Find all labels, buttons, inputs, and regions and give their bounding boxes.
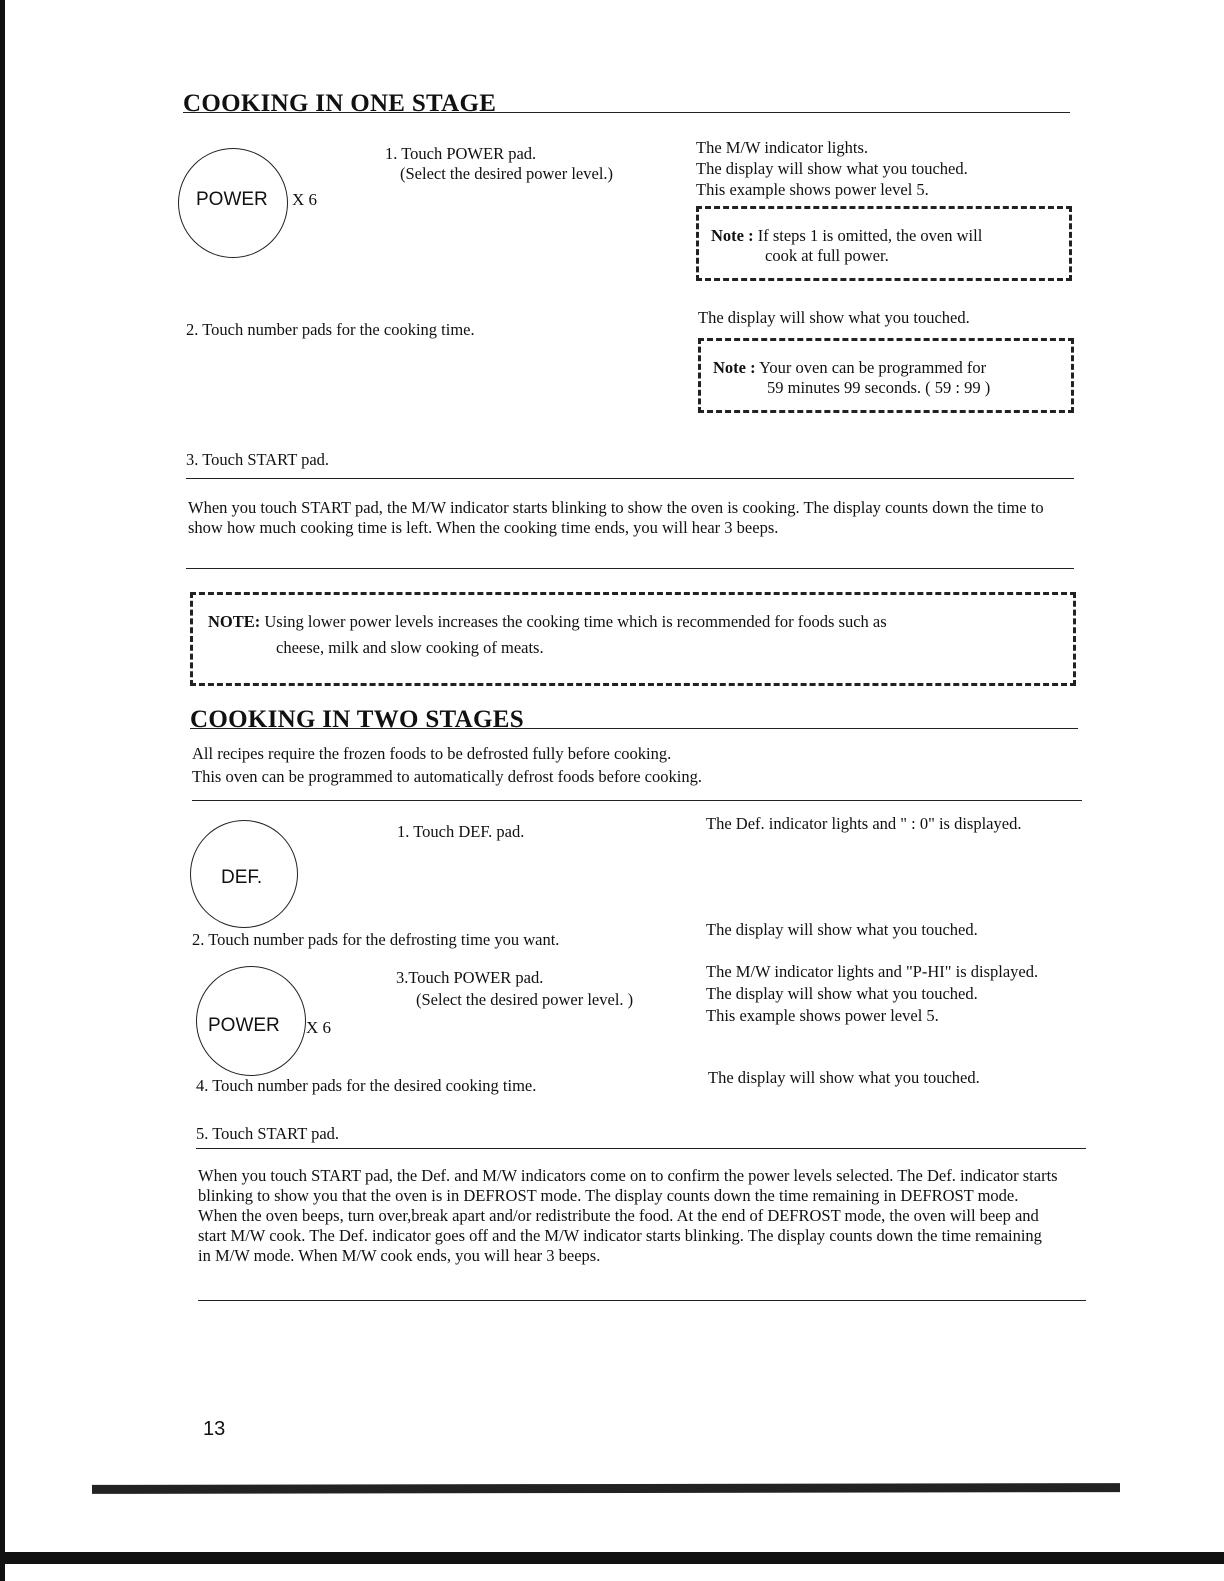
s1-step2-result: The display will show what you touched. (698, 308, 970, 327)
s2-step3-line2: (Select the desired power level. ) (416, 990, 634, 1009)
note1-line1: If steps 1 is omitted, the oven will (757, 226, 983, 245)
s1-rule-a (186, 478, 1074, 479)
note3-line1: Using lower power levels increases the cooking time which is recommended for foods such as (264, 612, 887, 631)
s1-step1-result1: The M/W indicator lights. (696, 138, 869, 157)
s2-rule-a (196, 1148, 1086, 1149)
s1-paragraph: When you touch START pad, the M/W indicator starts blinking to show the oven is cooking. The display counts down the time to show how much cooking time is left. When the cooking time ends, you will hear 3 beeps. (188, 498, 1044, 537)
s2-rule-b (198, 1300, 1086, 1301)
scan-bar (92, 1483, 1120, 1494)
s2-step4: 4. Touch number pads for the desired cooking time. (196, 1076, 537, 1095)
def-pad-label: DEF. (217, 867, 266, 889)
note2-line2: 59 minutes 99 seconds. ( 59 : 99 ) (767, 378, 991, 397)
power-pad-2-label: POWER (204, 1015, 284, 1037)
s2-intro-rule (192, 800, 1082, 801)
note1-line2: cook at full power. (765, 246, 889, 265)
power-times: X 6 (292, 190, 318, 209)
s2-step3-line1: 3.Touch POWER pad. (396, 968, 544, 987)
s1-step2: 2. Touch number pads for the cooking time. (186, 320, 475, 339)
s2-step4-result: The display will show what you touched. (708, 1068, 980, 1087)
s1-step1-result3: This example shows power level 5. (696, 180, 929, 199)
s1-step1-result2: The display will show what you touched. (696, 159, 968, 178)
s1-rule-b (186, 568, 1074, 569)
s2-step3-result3: This example shows power level 5. (706, 1006, 939, 1025)
note1-label: Note : (711, 226, 754, 245)
note3-line2: cheese, milk and slow cooking of meats. (276, 638, 544, 657)
note2-label: Note : (713, 358, 756, 377)
s2-intro1: All recipes require the frozen foods to be defrosted fully before cooking. (192, 744, 672, 763)
s2-step3-result2: The display will show what you touched. (706, 984, 978, 1003)
s1-step1-line1: 1. Touch POWER pad. (385, 144, 537, 163)
s2-step1: 1. Touch DEF. pad. (397, 822, 525, 841)
section2-title-rule (190, 728, 1078, 729)
note2-line1: Your oven can be programmed for (759, 358, 987, 377)
s1-step1-line2: (Select the desired power level.) (400, 164, 614, 183)
s2-paragraph: When you touch START pad, the Def. and M/W indicators come on to confirm the power levels selected. The Def. indicator starts blinking to show you that the oven is in DEFROST mode. The display counts down the time remaining in DEFROST mode. When the oven beeps, turn over,break apart and/or redistribute the food. At the end of DEFROST mode, the oven will beep and start M/W cook. The Def. indicator goes off and the M/W indicator starts blinking. The display counts down the time remaining in M/W mode. When M/W cook ends, you will hear 3 beeps. (198, 1166, 1058, 1265)
scan-edge-bottom (0, 1552, 1224, 1564)
scan-edge-left (0, 0, 5, 1581)
s2-step2: 2. Touch number pads for the defrosting time you want. (192, 930, 560, 949)
power-2-times: X 6 (306, 1018, 332, 1037)
s2-step2-result: The display will show what you touched. (706, 920, 978, 939)
s2-intro2: This oven can be programmed to automatically defrost foods before cooking. (192, 767, 702, 786)
s2-step5: 5. Touch START pad. (196, 1124, 340, 1143)
power-pad-label: POWER (192, 189, 272, 211)
s1-step3: 3. Touch START pad. (186, 450, 330, 469)
note3-label: NOTE: (208, 612, 261, 631)
section1-title-rule (183, 112, 1070, 113)
s2-step3-result1: The M/W indicator lights and "P-HI" is displayed. (706, 962, 1039, 981)
section2-title: COOKING IN TWO STAGES (190, 706, 524, 733)
section1-title: COOKING IN ONE STAGE (183, 90, 497, 117)
page-number: 13 (203, 1418, 226, 1440)
s2-step1-result: The Def. indicator lights and " : 0" is displayed. (706, 814, 1022, 833)
